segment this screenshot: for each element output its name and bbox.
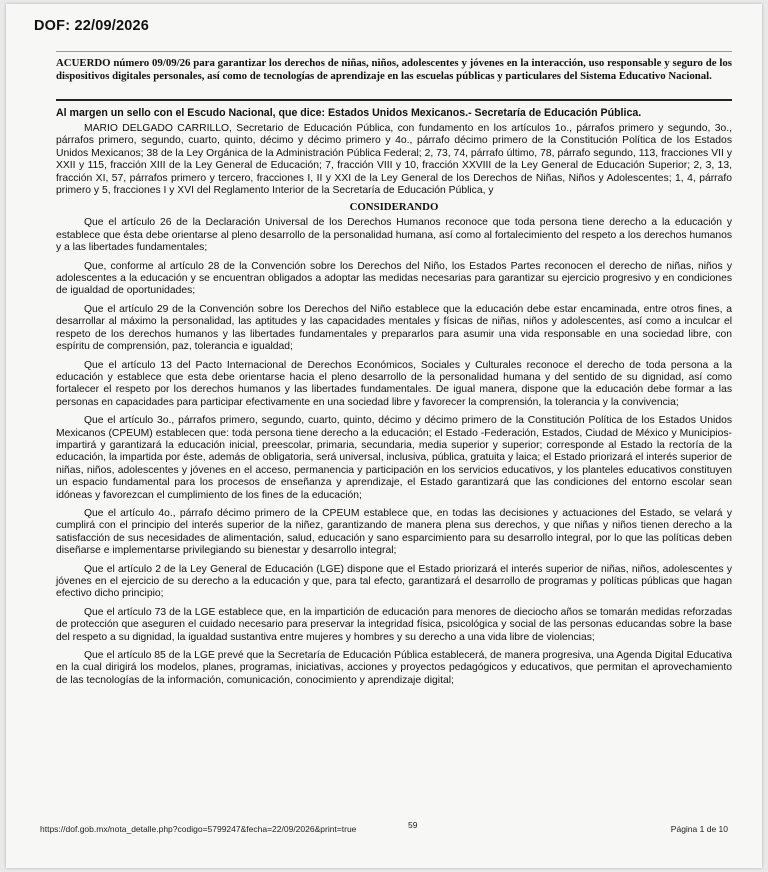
considerando-paragraph: Que el artículo 3o., párrafos primero, segundo, cuarto, quinto, décimo y décimo primero de la Constitución Política de los Estados Unidos Mexicanos (CPEUM) establecen que: toda persona tiene derecho a la educación; el Estado -Federación, Estados, Ciudad de México y Municipios- impartirá y garantizará la educación inicial, preescolar, primaria, secundaria, media superior y superior; corresponde al Estado la rectoría de la educación, la impartida por éste, además de obligatoria, será universal, inclusiva, pública, gratuita y laica; el Estado priorizará el interés superior de niñas, niños, adolescentes y jóvenes en el acceso, permanencia y participación en los servicios educativos, y los planteles educativos constituyen un espacio fundamental para los procesos de enseñanza y aprendizaje, el Estado garantizará que las condiciones del entorno escolar sean idóneas y favorezcan el cumplimiento de los fines de la educación; [56, 415, 732, 501]
agreement-title: ACUERDO número 09/09/26 para garantizar los derechos de niñas, niños, adolescentes y jóvenes en la interacción, uso responsable y seguro de los dispositivos digitales personales, así como de tecnologías de aprendizaje en las escuelas públicas y particulares del Sistema Educativo Nacional. [56, 57, 732, 82]
title-divider [56, 99, 732, 101]
considerando-paragraph: Que el artículo 26 de la Declaración Universal de los Derechos Humanos reconoce que toda persona tiene derecho a la educación y establece que ésta debe orientarse al pleno desarrollo de la personalidad humana, así como al fortalecimiento del respeto a los derechos humanos y a las libertades fundamentales; [56, 217, 732, 254]
preamble-paragraph: MARIO DELGADO CARRILLO, Secretario de Educación Pública, con fundamento en los artículos 1o., párrafos primero y segundo, 3o., párrafos primero, segundo, cuarto, quinto, décimo y décimo primero y 4o., párrafo décimo primero de la Constitución Política de los Estados Unidos Mexicanos; 38 de la Ley Orgánica de la Administración Pública Federal; 2, 73, 74, párrafo último, 78, párrafo segundo, 113, fracciones VII y XXII y 115, fracción XIII de la Ley General de Educación; 7, fracción VIII y 10, fracción XXVIII de la Ley General de Educación Superior; 2, 3, 13, fracción XI, 57, párrafos primero y tercero, fracciones I, II y XXI de la Ley General de los Derechos de Niñas, Niños y Adolescentes; 1, 4, párrafo primero y 5, fracciones I y XVI del Reglamento Interior de la Secretaría de Educación Pública, y [56, 123, 732, 197]
seal-intro: Al margen un sello con el Escudo Nacional, que dice: Estados Unidos Mexicanos.- Secretaría de Educación Pública. [56, 107, 642, 119]
considerando-paragraph: Que, conforme al artículo 28 de la Convención sobre los Derechos del Niño, los Estados Partes reconocen el derecho de niñas, niños y adolescentes a la educación y se encuentran obligados a adoptar las medidas necesarias para garantizar su ejercicio progresivo y en condiciones de igualdad de oportunidades; [56, 260, 732, 297]
considerando-paragraph: Que el artículo 29 de la Convención sobre los Derechos del Niño establece que la educación debe estar encaminada, entre otros fines, a desarrollar al máximo la personalidad, las aptitudes y las capacidades mentales y físicas de niñas, niños y adolescentes, así como a inculcar el respeto de los derechos humanos y las libertades fundamentales y prepararlos para asumir una vida responsable en una sociedad libre, con espíritu de comprensión, paz, tolerancia e igualdad; [56, 303, 732, 353]
footer-pagination: Página 1 de 10 [670, 824, 728, 834]
header-date: DOF: 22/09/2026 [34, 18, 150, 34]
header-divider [56, 51, 732, 52]
considerando-paragraph: Que el artículo 73 de la LGE establece que, en la impartición de educación para menores de dieciocho años se tomarán medidas reforzadas de protección que aseguren el cuidado necesario para preservar la integridad física, psicológica y social de las personas educandas sobre la base del respeto a su dignidad, la igualdad sustantiva entre mujeres y hombres y su derecho a una vida libre de violencias; [56, 606, 732, 643]
considerando-paragraph: Que el artículo 2 de la Ley General de Educación (LGE) dispone que el Estado priorizará el interés superior de niñas, niños, adolescentes y jóvenes en el ejercicio de su derecho a la educación y que, para tal efecto, garantizará el desarrollo de programas y políticas públicas que hagan efectivo dicho principio; [56, 563, 732, 600]
section-heading: CONSIDERANDO [349, 201, 439, 214]
considerando-paragraph: Que el artículo 13 del Pacto Internacional de Derechos Económicos, Sociales y Culturales reconoce el derecho de toda persona a la educación y establece que esta debe orientarse hacia el pleno desarrollo de la personalidad humana y del sentido de su dignidad, así como fortalecer el respeto por los derechos humanos y las libertades fundamentales. De igual manera, dispone que la educación debe formar a las personas en capacidades para participar efectivamente en una sociedad libre y favorecer la comprensión, la tolerancia y la convivencia; [56, 359, 732, 408]
document-body [56, 123, 732, 693]
footer-url-link[interactable]: https://dof.gob.mx/nota_detalle.php?codigo=5799247&fecha=22/09/2026&print=true [40, 824, 357, 834]
considerando-paragraph: Que el artículo 4o., párrafo décimo primero de la CPEUM establece que, en todas las decisiones y actuaciones del Estado, se velará y cumplirá con el principio del interés superior de la niñez, garantizando de manera plena sus derechos, y que niñas y niños tienen derecho a la satisfacción de sus necesidades de alimentación, salud, educación y sano esparcimiento para su desarrollo integral, por lo que las políticas deben diseñarse e implementarse privilegiando su bienestar y desarrollo integral; [56, 507, 732, 557]
document-page [6, 4, 762, 868]
footer-page-number: 59 [408, 820, 418, 830]
considerando-paragraph: Que el artículo 85 de la LGE prevé que la Secretaría de Educación Pública establecerá, de manera progresiva, una Agenda Digital Educativa en la cual dirigirá los modelos, planes, programas, iniciativas, acciones y proyectos pedagógicos y educativos, que permitan el aprovechamiento de las tecnologías de la información, comunicación, conocimiento y aprendizaje digital; [56, 650, 732, 686]
